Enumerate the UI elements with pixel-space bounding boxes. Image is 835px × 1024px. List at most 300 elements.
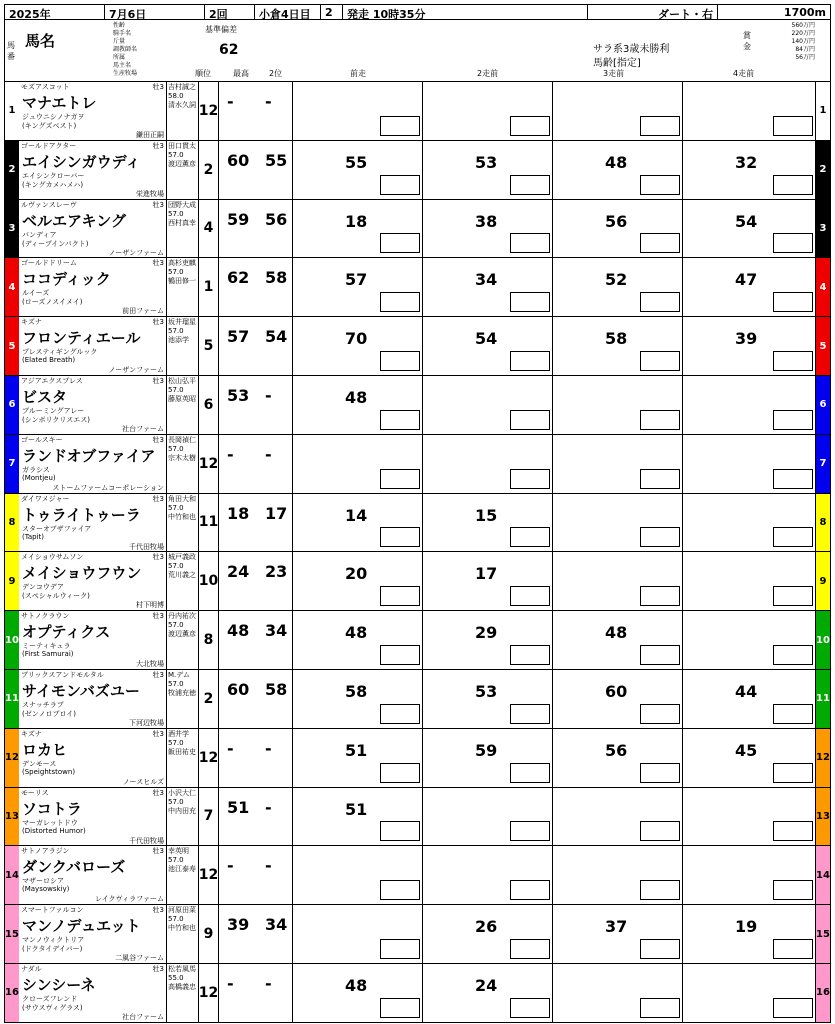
race-score: 58 [605,329,628,349]
race-score: 48 [345,623,368,643]
sex-age: 牡3 [152,377,164,385]
race-grid [510,351,550,371]
horse-info [19,258,167,316]
horse-row[interactable] [4,729,831,788]
race-grid [640,998,680,1018]
race-grid [640,821,680,841]
rank-label: 順位 [195,69,211,78]
jockey-name: 松若風馬 [168,965,196,973]
trainer-name: 荒川義之 [168,571,196,580]
sex-age: 牡3 [152,788,164,797]
race-grid [773,586,813,606]
rank-value: 12 [199,729,219,787]
race-grid [380,586,420,606]
horse-number-left: 12 [5,729,19,787]
weight-rule: 馬齢[指定] [593,58,641,69]
horse-number-right: 12 [816,729,830,787]
carry-weight: 57.0 [168,562,184,571]
trainer-name: 宗木太樹 [168,453,196,462]
horse-number-left: 3 [5,200,19,258]
jockey-column [167,258,199,316]
race-score: 15 [475,505,498,525]
dam-name: スナッチラブ [22,701,64,709]
points-cell [219,729,293,787]
prev3-label: 3走前 [603,69,625,78]
horse-row[interactable] [4,82,831,141]
jockey-column [167,670,199,728]
sex-age: 牡3 [152,318,164,327]
horse-number-right: 10 [816,611,830,669]
header-year: 2025年 [5,5,105,19]
race-grid [640,704,680,724]
breeder-name: 前田ファーム [122,307,164,316]
info-labels [113,22,137,78]
jockey-column [167,729,199,787]
horse-name: ビスタ [22,388,68,406]
horse-number-right: 7 [816,435,830,493]
race-grid [773,527,813,547]
header-round: 2回 [205,5,255,19]
horse-info [19,200,167,258]
horse-number-right: 1 [816,82,830,140]
race-score: 18 [345,211,368,231]
jockey-name: 松山弘平 [168,377,196,385]
horse-number-left: 9 [5,552,19,610]
race-score: 55 [345,152,368,172]
best-points: 60 [227,150,250,170]
race-grid [773,645,813,665]
race-score: 20 [345,564,368,584]
breeder-name: 大北牧場 [136,660,164,669]
race-score: 60 [605,682,628,701]
trainer-name: 渡辺薫彦 [168,630,196,639]
past-race-1 [293,317,423,375]
points-cell [219,670,293,728]
race-grid [380,527,420,547]
race-score: 45 [735,740,758,760]
past-race-4 [683,846,816,904]
horse-number-right: 16 [816,964,830,1022]
sex-age: 牡3 [152,553,164,562]
race-grid [640,469,680,489]
race-grid [510,469,550,489]
past-race-4 [683,552,816,610]
race-score: 53 [475,682,498,701]
best-points: 18 [227,503,250,523]
dam-name: ルイーズ [22,289,50,298]
points-cell [219,494,293,552]
best-points: 60 [227,680,250,699]
jockey-column [167,964,199,1022]
prize-list [765,22,815,62]
horse-row[interactable] [4,141,831,200]
best-points: - [227,738,234,758]
horse-row[interactable] [4,376,831,435]
horse-row[interactable] [4,494,831,553]
race-score: 48 [605,152,628,172]
second-points: 34 [265,621,288,641]
race-grid [380,939,420,959]
race-grid [773,410,813,430]
breeder-name: ノーザンファーム [108,366,164,375]
points-cell [219,200,293,258]
horse-info [19,317,167,375]
horse-info [19,788,167,846]
race-grid [773,880,813,900]
past-race-3 [553,846,683,904]
race-grid [380,351,420,371]
horse-row[interactable] [4,258,831,317]
race-grid [380,116,420,136]
second-points: 58 [265,268,288,288]
jockey-name: 団野大成 [168,200,196,209]
jockey-column [167,611,199,669]
jockey-column [167,494,199,552]
rank-value: 12 [199,846,219,904]
race-score: 37 [605,917,628,937]
past-race-3 [553,611,683,669]
race-grid [640,527,680,547]
horse-info [19,964,167,1022]
sire-name: アジアエクスプレス [21,377,83,385]
jockey-name: 高杉吏麒 [168,259,196,268]
carry-weight: 57.0 [168,856,184,865]
breeder-name: 千代田牧場 [129,836,164,845]
second-points: 56 [265,209,288,229]
horse-row[interactable] [4,435,831,494]
points-cell [219,611,293,669]
race-grid [510,645,550,665]
sex-age: 牡3 [152,200,164,209]
rank-value: 7 [199,788,219,846]
race-grid [773,763,813,783]
horse-row[interactable] [4,670,831,729]
breeder-name: 千代田牧場 [129,542,164,551]
name-label: 馬名 [25,32,56,50]
past-race-2 [423,611,553,669]
best-points: 59 [227,209,250,229]
horse-number-left: 13 [5,788,19,846]
horse-name: オプティクス [22,623,111,642]
past-race-4 [683,670,816,728]
points-cell [219,846,293,904]
race-score: 51 [345,740,368,760]
breeder-name: 栄進牧場 [136,189,164,198]
sire-name: ゴールドアクター [21,141,77,150]
horse-row[interactable] [4,317,831,376]
points-cell [219,258,293,316]
breeder-name: ストームファームコーポレーション [52,483,164,492]
sire-name: ゴールスキー [21,435,63,444]
sire-name: スマートファルコン [21,906,84,915]
horse-row[interactable] [4,552,831,611]
race-grid [510,998,550,1018]
past-race-2 [423,258,553,316]
damsire-name: (Elated Breath) [22,356,76,365]
second-label: 2位 [269,69,283,78]
info-label-sex: 性齢 [113,22,126,29]
race-score: 54 [475,329,498,349]
horse-info [19,670,167,728]
sire-name: サトノアラジン [21,847,70,856]
race-grid [380,998,420,1018]
horse-number-left: 8 [5,494,19,552]
horse-number-left: 7 [5,435,19,493]
race-score: 26 [475,917,498,937]
horse-name: トゥライトゥーラ [22,505,141,524]
prize-4: 84万円 [795,46,815,53]
past-race-1 [293,82,423,140]
damsire-name: (キングズベスト) [22,122,77,130]
horse-name: ベルエアキング [22,211,126,230]
rank-value: 9 [199,905,219,963]
breeder-name: ノーザンファーム [108,248,164,257]
race-score: 19 [735,917,758,937]
horse-number-right: 4 [816,258,830,316]
past-race-4 [683,964,816,1022]
past-race-1 [293,200,423,258]
race-grid [510,175,550,195]
horse-info [19,905,167,963]
race-grid [380,645,420,665]
damsire-name: (Speightstown) [22,767,76,776]
past-race-3 [553,200,683,258]
trainer-name: 渡辺薫彦 [168,159,196,168]
past-race-2 [423,905,553,963]
info-label-trainer: 調教師名 [113,46,138,53]
second-points: - [265,856,272,876]
past-race-2 [423,200,553,258]
past-race-3 [553,788,683,846]
sex-age: 牡3 [152,671,164,679]
sire-name: ナダル [21,965,42,973]
damsire-name: (キングカメハメハ) [22,180,84,189]
race-grid [640,116,680,136]
race-header [4,4,831,20]
carry-weight: 57.0 [168,327,184,336]
past-race-2 [423,82,553,140]
race-score: 48 [605,623,628,643]
second-points: - [265,797,272,817]
past-race-2 [423,141,553,199]
horse-number-left: 10 [5,611,19,669]
race-score: 59 [475,740,498,760]
past-race-1 [293,905,423,963]
horse-number-left: 5 [5,317,19,375]
past-race-1 [293,846,423,904]
horse-info [19,141,167,199]
header-course: ダート・右 [588,5,718,19]
best-points: - [227,92,234,111]
past-race-4 [683,494,816,552]
past-race-3 [553,729,683,787]
race-score: 53 [475,152,498,172]
dam-name: マンノウィクトリア [22,936,85,945]
second-points: - [265,386,272,405]
past-race-1 [293,670,423,728]
dam-name: デンコウデア [22,583,64,592]
jockey-name: 長岡禎仁 [168,435,196,444]
sex-age: 牡3 [152,906,164,915]
dam-name: デンモース [22,759,57,768]
jockey-name: 幸英明 [168,847,189,856]
horse-row[interactable] [4,905,831,964]
horse-row[interactable] [4,788,831,847]
sex-age: 牡3 [152,494,164,503]
race-grid [510,233,550,253]
sex-age: 牡3 [152,141,164,150]
past-race-2 [423,670,553,728]
trainer-name: 中竹和也 [168,924,196,933]
damsire-name: (ドクタイデイバー) [22,945,83,954]
race-grid [380,233,420,253]
race-grid [510,292,550,312]
header-meeting: 小倉4日目 [255,5,321,19]
race-score: 47 [735,270,758,290]
rank-value: 12 [199,82,219,140]
jockey-column [167,82,199,140]
race-grid [510,939,550,959]
race-grid [640,233,680,253]
damsire-name: (スペシャルウィーク) [22,592,90,601]
best-points: 57 [227,327,250,347]
breeder-name: 社台ファーム [122,425,164,433]
sex-age: 牡3 [152,729,164,738]
race-grid [640,586,680,606]
prize-label: 賞金 [743,31,751,51]
race-grid [773,116,813,136]
past-race-1 [293,494,423,552]
jockey-name: 田口貫太 [168,141,196,150]
carry-weight: 58.0 [168,92,184,100]
breeder-name: 下河辺牧場 [129,719,164,727]
past-race-1 [293,435,423,493]
past-race-1 [293,788,423,846]
dam-name: クローズフレンド [22,995,78,1003]
race-grid [380,704,420,724]
carry-weight: 57.0 [168,915,184,924]
prev2-label: 2走前 [477,69,499,78]
prize-3: 140万円 [791,38,815,45]
race-grid [773,233,813,253]
second-points: - [265,444,272,464]
jockey-column [167,552,199,610]
horse-row[interactable] [4,200,831,259]
info-label-weight: 斤量 [113,38,126,45]
prize-5: 56万円 [795,54,815,61]
horse-row[interactable] [4,964,831,1023]
horse-no-label: 馬番 [7,41,15,61]
trainer-name: 清水久詞 [168,101,196,109]
race-grid [380,880,420,900]
horse-info [19,552,167,610]
race-score: 34 [475,270,498,290]
horse-name: エイシンガウディ [22,152,141,171]
horse-name: フロンティエール [22,329,141,348]
horse-info [19,729,167,787]
race-score: 14 [345,505,368,525]
dam-name: エイシンクローバー [22,171,85,180]
past-race-3 [553,141,683,199]
race-score: 57 [345,270,368,290]
horse-info [19,611,167,669]
jockey-name: M.デム [168,671,190,679]
carry-weight: 57.0 [168,150,184,159]
best-points: 62 [227,268,250,288]
trainer-name: 飯田祐史 [168,747,196,756]
header-start: 発走 10時35分 [343,5,588,19]
jockey-column [167,788,199,846]
header-distance: 1700m [783,6,826,19]
horse-row[interactable] [4,611,831,670]
jockey-column [167,846,199,904]
horse-number-right: 2 [816,141,830,199]
horse-number-right: 6 [816,376,830,434]
race-score: 32 [735,152,758,172]
points-cell [219,317,293,375]
dam-name: ミーティキュラ [22,642,71,651]
carry-weight: 57.0 [168,444,184,453]
horse-number-right: 14 [816,846,830,904]
trainer-name: 藤原英昭 [168,395,196,403]
rank-value: 4 [199,200,219,258]
race-score: 48 [345,388,368,407]
dam-name: プレスティギングルック [22,348,98,357]
horse-number-left: 2 [5,141,19,199]
race-grid [510,704,550,724]
trainer-name: 池添学 [168,336,189,345]
past-race-4 [683,729,816,787]
info-label-jockey: 騎手名 [113,30,132,37]
race-score: 52 [605,270,628,290]
damsire-name: (ディープインパクト) [22,239,89,248]
carry-weight: 57.0 [168,386,184,394]
past-race-2 [423,846,553,904]
dam-name: マザーロシア [22,877,64,886]
race-grid [773,469,813,489]
race-grid [510,880,550,900]
race-grid [380,175,420,195]
sire-name: モズアスコット [21,83,70,91]
dam-name: ジュウニシノナガヲ [22,113,85,121]
rank-value: 10 [199,552,219,610]
race-grid [640,880,680,900]
past-race-1 [293,964,423,1022]
race-grid [640,939,680,959]
points-cell [219,964,293,1022]
race-grid [773,351,813,371]
trainer-name: 西村真幸 [168,218,196,227]
best-points: - [227,856,234,876]
jockey-name: 城戸義政 [168,553,196,562]
past-race-4 [683,788,816,846]
past-race-1 [293,258,423,316]
prize-1: 560万円 [791,22,815,29]
best-label: 最高 [233,69,249,78]
breeder-name: レイクヴィラファーム [95,895,164,904]
points-cell [219,905,293,963]
rank-value: 11 [199,494,219,552]
sex-age: 牡3 [152,259,164,268]
past-race-2 [423,552,553,610]
second-points: - [265,738,272,758]
trainer-name: 中竹和也 [168,512,196,521]
jockey-column [167,435,199,493]
dam-name: ガラシス [22,465,50,474]
horse-number-right: 8 [816,494,830,552]
sex-age: 牡3 [152,965,164,973]
horse-row[interactable] [4,846,831,905]
